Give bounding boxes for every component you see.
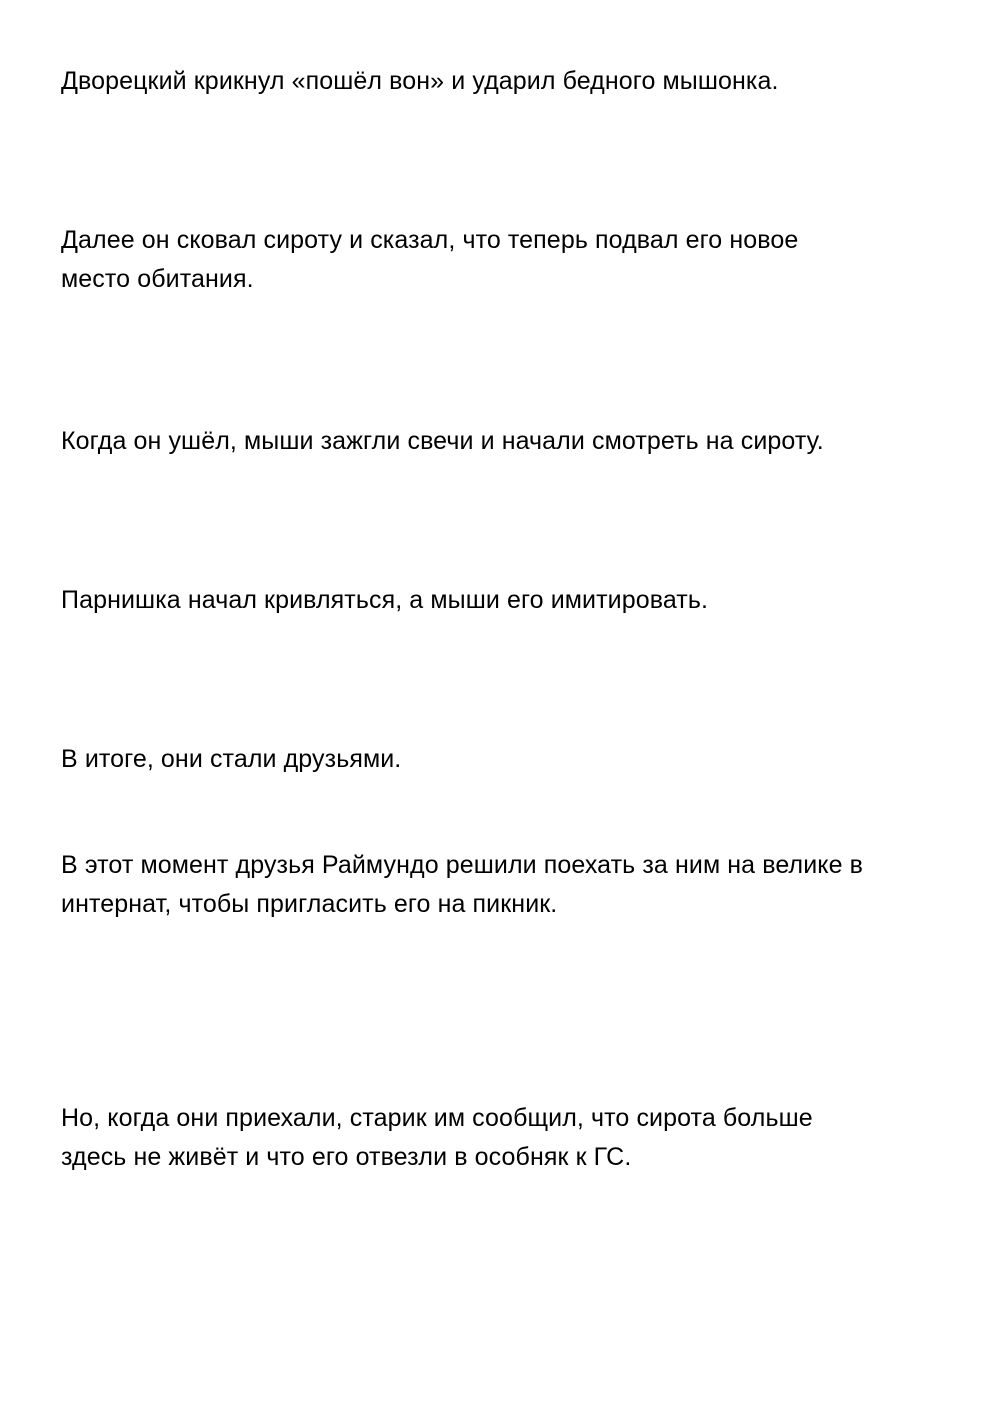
paragraph-6-line-2: интернат, чтобы пригласить его на пикник. [61, 890, 558, 918]
paragraph-5-line-1: В итоге, они стали друзьями. [61, 745, 402, 773]
paragraph-3 [61, 422, 951, 461]
paragraph-7 [61, 1099, 951, 1177]
paragraph-2 [61, 221, 951, 299]
paragraph-7-line-2: здесь не живёт и что его отвезли в особняк к ГС. [61, 1143, 632, 1171]
paragraph-2-line-1: Далее он сковал сироту и сказал, что теперь подвал его новое [61, 226, 799, 254]
paragraph-7-line-1: Но, когда они приехали, старик им сообщил, что сирота больше [61, 1104, 813, 1132]
paragraph-2-line-2: место обитания. [61, 265, 254, 293]
paragraph-6 [61, 846, 951, 924]
paragraph-4 [61, 581, 951, 620]
paragraph-3-line-1: Когда он ушёл, мыши зажгли свечи и начали смотреть на сироту. [61, 427, 824, 455]
paragraph-1-line-1: Дворецкий крикнул «пошёл вон» и ударил бедного мышонка. [61, 67, 779, 95]
paragraph-5 [61, 740, 951, 779]
paragraph-4-line-1: Парнишка начал кривляться, а мыши его имитировать. [61, 586, 709, 614]
paragraph-6-line-1: В этот момент друзья Раймундо решили поехать за ним на велике в [61, 851, 864, 879]
paragraph-1 [61, 62, 951, 101]
